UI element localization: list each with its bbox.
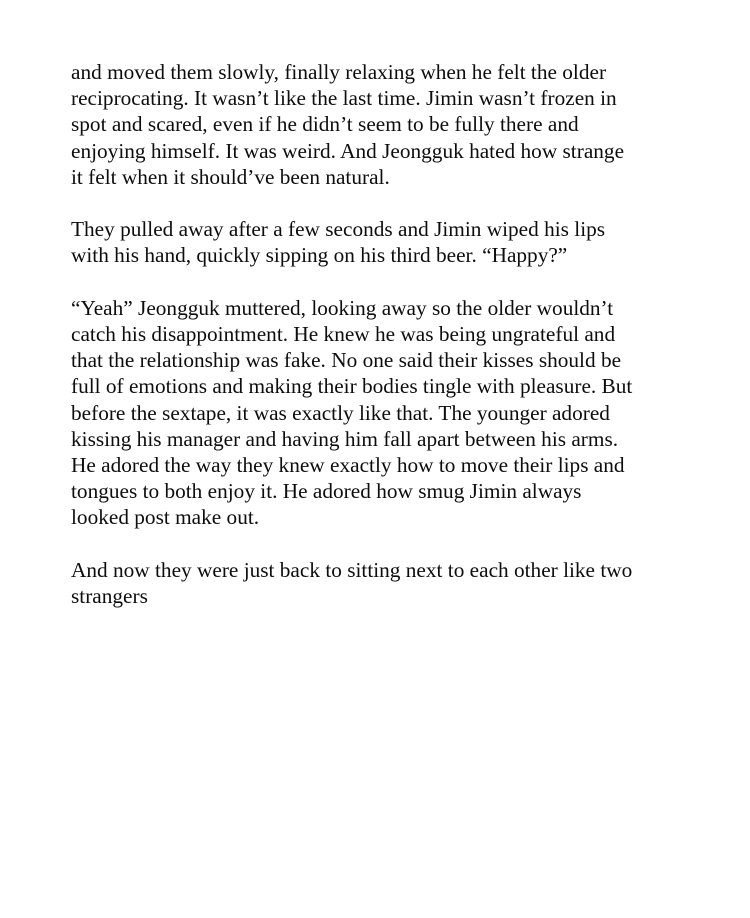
text-line: and moved them slowly, finally relaxing when he felt the older [71, 60, 607, 84]
text-line: tongues to both enjoy it. He adored how smug Jimin always [71, 479, 582, 504]
paragraph-1 [71, 59, 691, 190]
text-line: it felt when it should’ve been natural. [71, 164, 390, 189]
text-line: He adored the way they knew exactly how to move their lips and [71, 453, 625, 478]
text-line: kissing his manager and having him fall apart between his arms. [71, 426, 619, 451]
text-line: full of emotions and making their bodies tingle with pleasure. But [71, 374, 633, 399]
text-line: looked post make out. [71, 505, 260, 530]
paragraph-4 [71, 557, 691, 609]
text-line: catch his disappointment. He knew he was being ungrateful and [71, 322, 616, 346]
story-text [71, 59, 691, 635]
text-line: with his hand, quickly sipping on his third beer. “Happy?” [71, 243, 568, 268]
text-line: strangers [71, 584, 148, 609]
paragraph-2 [71, 216, 691, 268]
text-line: They pulled away after a few seconds and Jimin wiped his lips [71, 217, 606, 242]
text-line: before the sextape, it was exactly like that. The younger adored [71, 400, 610, 425]
text-line: “Yeah” Jeongguk muttered, looking away so the older wouldn’t [71, 295, 614, 320]
text-line: that the relationship was fake. No one said their kisses should be [71, 348, 622, 373]
text-line: spot and scared, even if he didn’t seem to be fully there and [71, 112, 579, 137]
text-line: reciprocating. It wasn’t like the last time. Jimin wasn’t frozen in [71, 86, 617, 111]
text-line: enjoying himself. It was weird. And Jeongguk hated how strange [71, 138, 625, 163]
paragraph-3 [71, 295, 691, 531]
text-line: And now they were just back to sitting next to each other like two [71, 557, 633, 582]
